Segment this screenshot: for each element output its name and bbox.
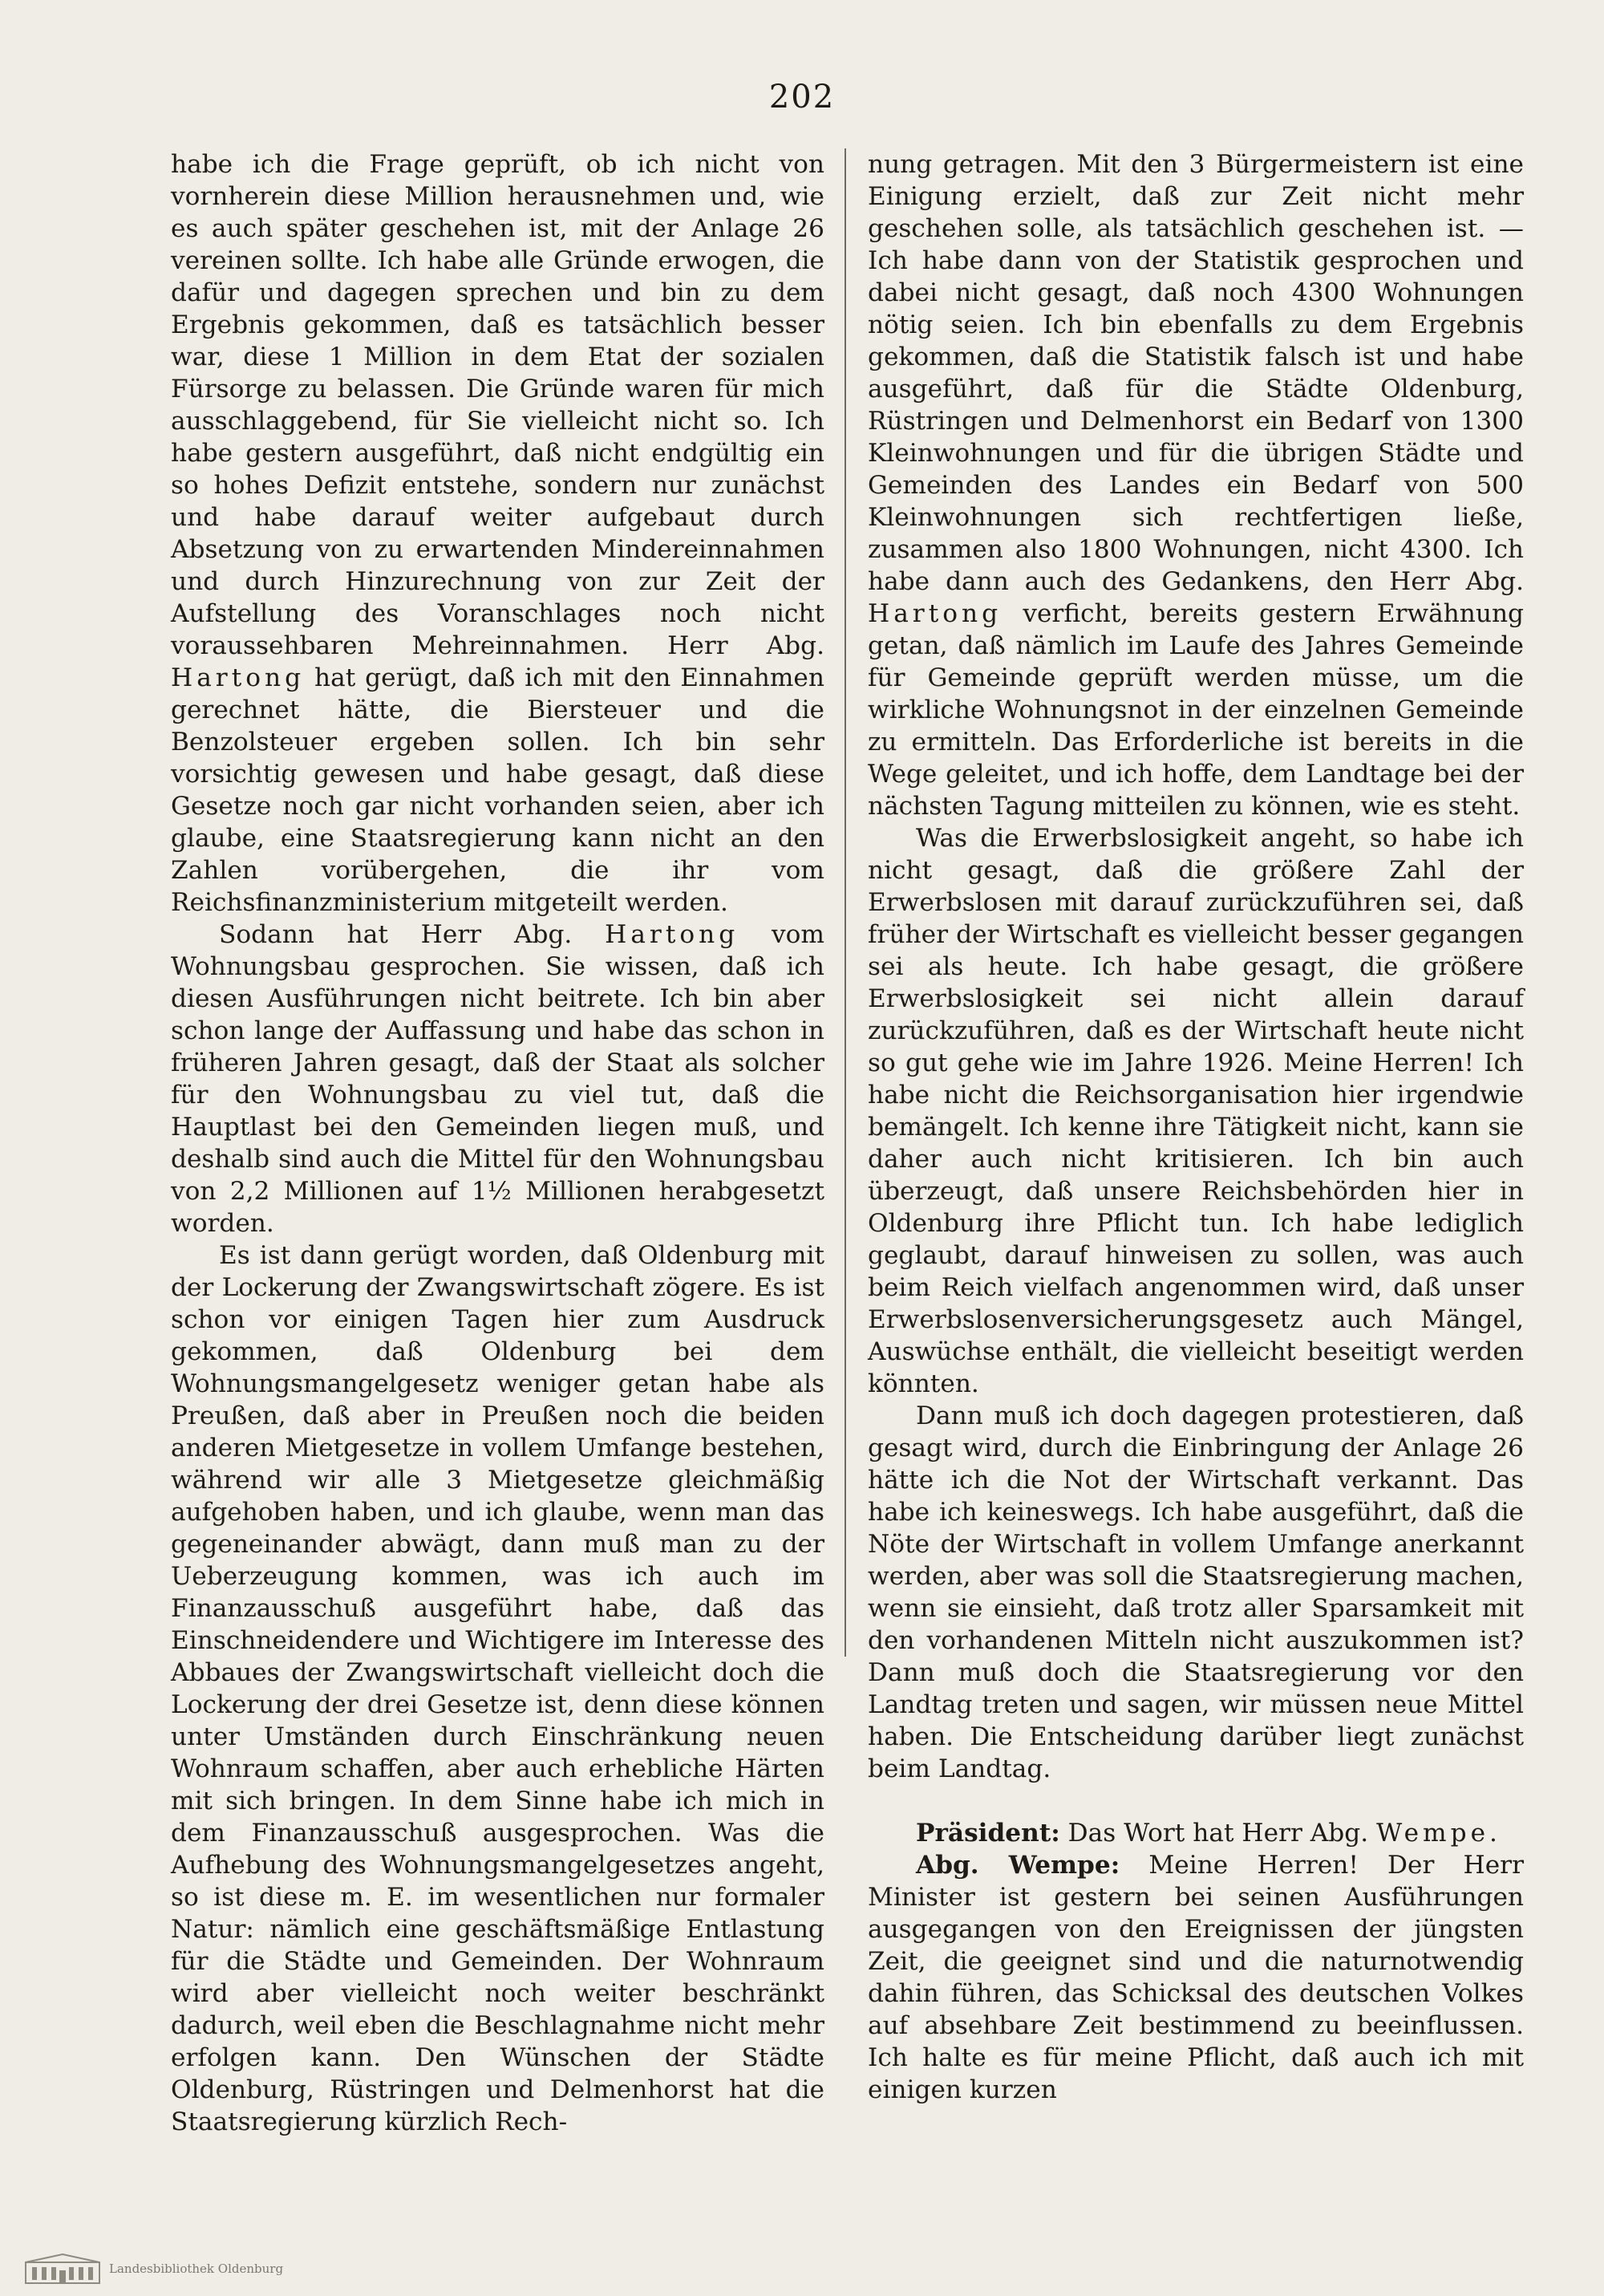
page-number: 202 — [768, 79, 836, 116]
speaker-name: Hartong — [868, 599, 1003, 628]
paragraph: Dann muß ich doch dagegen protestieren, daß gesagt wird, durch die Einbringung der Anlage 26 hätte ich die Not der Wirtschaft verkannt. Das habe ich keineswegs. Ich habe ausgeführt, daß die Nöte der Wirtschaft in vollem Umfange anerkannt werden, aber was soll die Staatsregierung machen, wenn sie einsieht, daß trotz aller Sparsamkeit mit den vorhandenen Mitteln nicht auszukommen ist? Dann muß doch die Staatsregierung vor den Landtag treten und sagen, wir müssen neue Mittel haben. Die Entscheidung darüber liegt zunächst beim Landtag. — [868, 1402, 1524, 1783]
left-column — [171, 148, 824, 2138]
paragraph: Es ist dann gerügt worden, daß Oldenburg mit der Lockerung der Zwangswirtschaft zögere. Es ist schon vor einigen Tagen hier zum Ausdruck gekommen, daß Oldenburg bei dem Wohnungsmangelgesetz weniger getan habe als Preußen, daß aber in Preußen noch die beiden anderen Mietgesetze in vollem Umfange bestehen, während wir alle 3 Mietgesetze gleichmäßig aufgehoben haben, und ich glaube, wenn man das gegeneinander abwägt, dann muß man zu der Ueberzeugung kommen, was ich auch im Finanzausschuß ausgeführt habe, daß das Einschneidendere und Wichtigere im Interesse des Abbaues der Zwangswirtschaft vielleicht doch die Lockerung der drei Gesetze ist, denn diese können unter Umständen durch Einschränkung neuen Wohnraum schaffen, aber auch erhebliche Härten mit sich bringen. In dem Sinne habe ich mich in dem Finanzausschuß ausgesprochen. Was die Aufhebung des Wohnungsmangelgesetzes angeht, so ist diese m. E. im wesentlichen nur formaler Natur: nämlich eine geschäftsmäßige Entlastung für die Städte und Gemeinden. Der Wohnraum wird aber vielleicht noch weiter beschränkt dadurch, weil eben die Beschlagnahme nicht mehr erfolgen kann. Den Wünschen der Städte Oldenburg, Rüstringen und Delmenhorst hat die Staatsregierung kürzlich Rech- — [171, 1241, 824, 2136]
library-label: Landesbibliothek Oldenburg — [109, 2262, 284, 2276]
paragraph: habe ich die Frage geprüft, ob ich nicht von vornherein diese Million herausnehmen und, wie es auch später geschehen ist, mit der Anlage 26 vereinen sollte. Ich habe alle Gründe erwogen, die dafür und dagegen sprechen und bin zu dem Ergebnis gekommen, daß es tatsächlich besser war, diese 1 Million in dem Etat der sozialen Fürsorge zu belassen. Die Gründe waren für mich ausschlaggebend, für Sie vielleicht nicht so. Ich habe gestern ausgeführt, daß nicht endgültig ein so hohes Defizit entstehe, sondern nur zunächst und habe darauf weiter aufgebaut durch Absetzung von zu erwartenden Mindereinnahmen und durch Hinzurechnung von zur Zeit der Aufstellung des Voranschlages noch nicht voraussehbaren Mehreinnahmen. Herr Abg. Hartong hat gerügt, daß ich mit den Einnahmen gerechnet hätte, die Biersteuer und die Benzolsteuer ergeben sollen. Ich bin sehr vorsichtig gewesen und habe gesagt, daß diese Gesetze noch gar nicht vorhanden seien, aber ich glaube, eine Staatsregierung kann nicht an den Zahlen vorübergehen, die ihr vom Reichsfinanzministerium mitgeteilt werden. — [171, 150, 824, 917]
footer — [24, 2251, 283, 2286]
paragraph: nung getragen. Mit den 3 Bürgermeistern ist eine Einigung erzielt, daß zur Zeit nicht mehr geschehen solle, als tatsächlich geschehen ist. — Ich habe dann von der Statistik gesprochen und dabei nicht gesagt, daß noch 4300 Wohnungen nötig seien. Ich bin ebenfalls zu dem Ergebnis gekommen, daß die Statistik falsch ist und habe ausgeführt, daß für die Städte Oldenburg, Rüstringen und Delmenhorst ein Bedarf von 1300 Kleinwohnungen und für die übrigen Städte und Gemeinden des Landes ein Bedarf von 500 Kleinwohnungen sich rechtfertigen ließe, zusammen also 1800 Wohnungen, nicht 4300. Ich habe dann auch des Gedankens, den Herr Abg. Hartong verficht, bereits gestern Erwähnung getan, daß nämlich im Laufe des Jahres Gemeinde für Gemeinde geprüft werden müsse, um die wirkliche Wohnungsnot in der einzelnen Gemeinde zu ermitteln. Das Erforderliche ist bereits in die Wege geleitet, und ich hoffe, dem Landtage bei der nächsten Tagung mitteilen zu können, wie es steht. — [868, 150, 1524, 821]
speaker-name: Wempe. — [1376, 1819, 1501, 1848]
paragraph: Was die Erwerbslosigkeit angeht, so habe ich nicht gesagt, daß die größere Zahl der Erwerbslosen mit darauf zurückzuführen sei, daß früher der Wirtschaft es vielleicht besser gegangen sei als heute. Ich habe gesagt, die größere Erwerbslosigkeit sei nicht allein darauf zurückzuführen, daß es der Wirtschaft heute nicht so gut gehe wie im Jahre 1926. Meine Herren! Ich habe nicht die Reichsorganisation hier irgendwie bemängelt. Ich kenne ihre Tätigkeit nicht, kann sie daher auch nicht kritisieren. Ich bin auch überzeugt, daß unsere Reichsbehörden hier in Oldenburg ihre Pflicht tun. Ich habe lediglich geglaubt, darauf hinweisen zu sollen, was auch beim Reich vielfach angenommen wird, daß unser Erwerbslosenversicherungsgesetz auch Mängel, Auswüchse enthält, die vielleicht beseitigt werden könnten. — [868, 824, 1524, 1398]
right-column — [868, 148, 1524, 2106]
president-statement: Präsident: Das Wort hat Herr Abg. Wempe. — [916, 1819, 1501, 1848]
speech-paragraph: Abg. Wempe: Meine Herren! Der Herr Minister ist gestern bei seinen Ausführungen ausgegangen von den Ereignissen der jüngsten Zeit, die geeignet sind und die naturnotwendig dahin führen, das Schicksal des deutschen Volkes auf absehbare Zeit bestimmend zu beeinflussen. Ich halte es für meine Pflicht, daß auch ich mit einigen kurzen — [868, 1851, 1524, 2104]
speaker-label: Präsident: — [916, 1819, 1060, 1848]
library-building-icon — [24, 2253, 101, 2285]
speaker-name: Hartong — [605, 920, 739, 949]
column-divider — [845, 148, 846, 1657]
speaker-name: Hartong — [171, 663, 306, 692]
paragraph: Sodann hat Herr Abg. Hartong vom Wohnungsbau gesprochen. Sie wissen, daß ich diesen Ausführungen nicht beitrete. Ich bin aber schon lange der Auffassung und habe das schon in früheren Jahren gesagt, daß der Staat als solcher für den Wohnungsbau zu viel tut, daß die Hauptlast bei den Gemeinden liegen muß, und deshalb sind auch die Mittel für den Wohnungsbau von 2,2 Millionen auf 1½ Millionen herabgesetzt worden. — [171, 920, 824, 1238]
speaker-label: Abg. Wempe: — [916, 1851, 1120, 1880]
